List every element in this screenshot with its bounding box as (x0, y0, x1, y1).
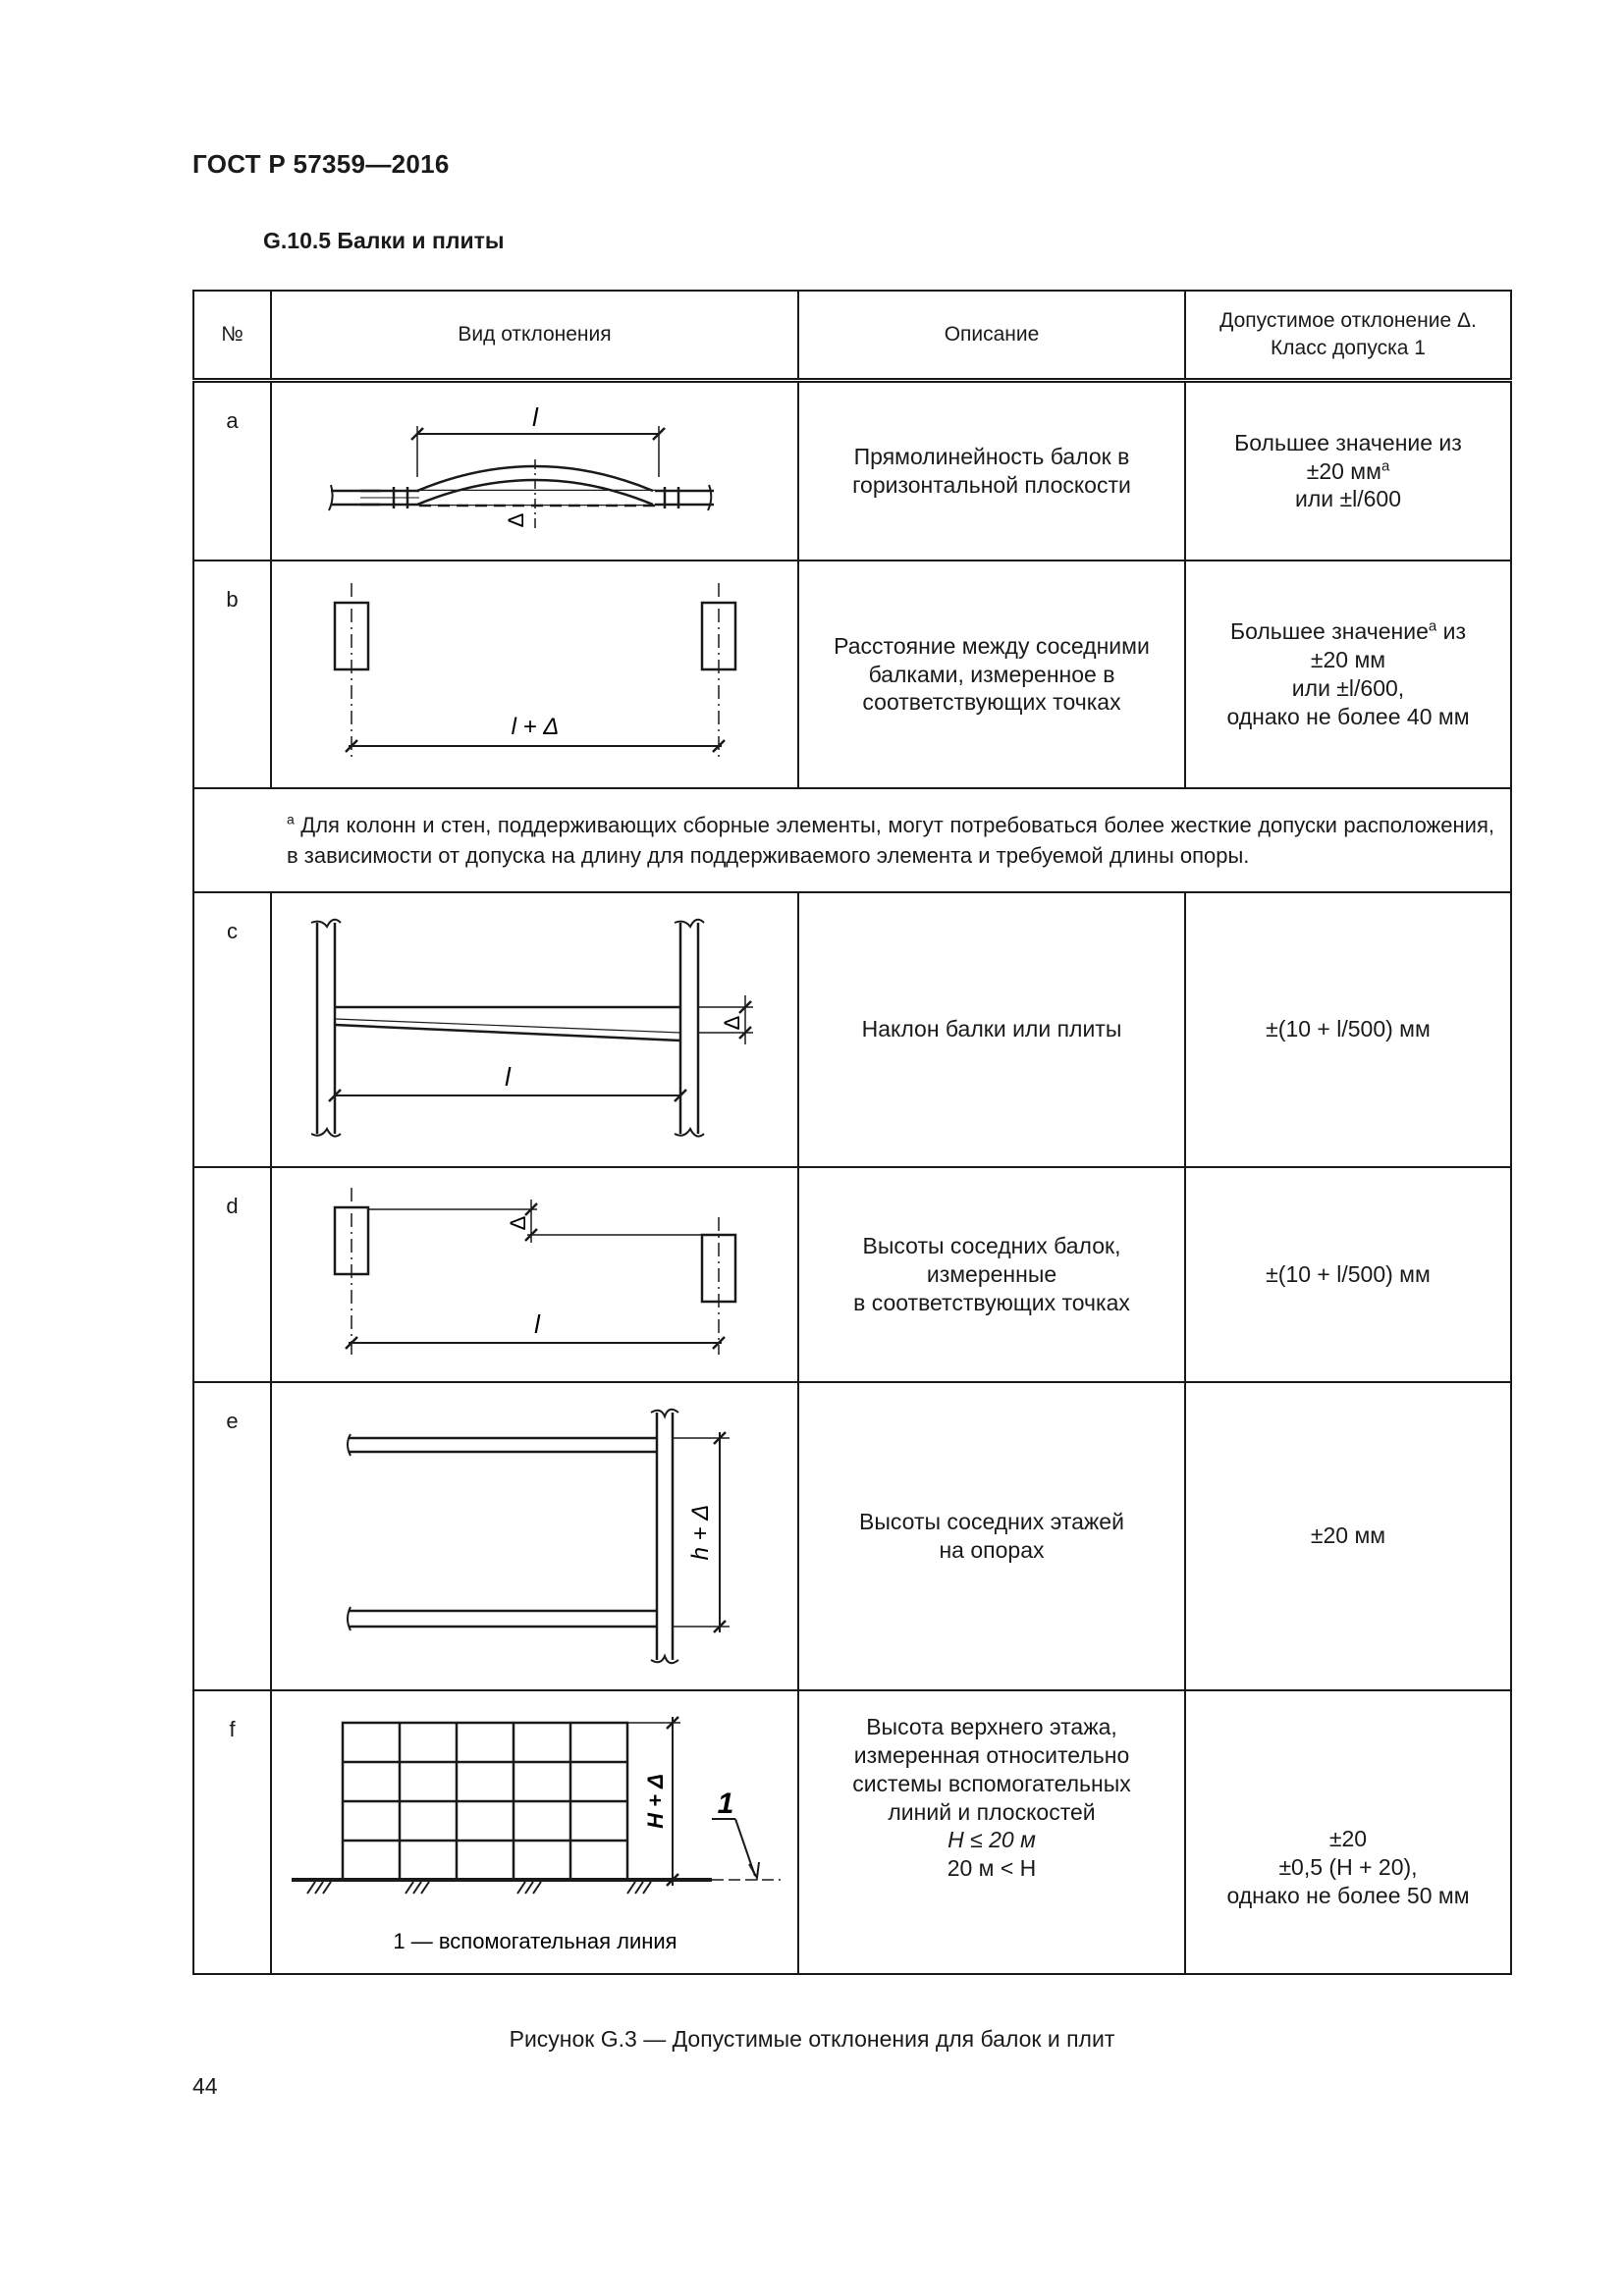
figure-caption: Рисунок G.3 — Допустимые отклонения для балок и плит (509, 2026, 1115, 2052)
row-letter: c (193, 892, 271, 1167)
page-number: 44 (192, 2073, 218, 2099)
figure-floor-heights (271, 1382, 798, 1690)
table-row-b (193, 561, 1511, 788)
row-letter: d (193, 1167, 271, 1382)
label-length: l (534, 1308, 540, 1339)
description-cell: Высота верхнего этажа, измеренная относительно системы вспомогательных линий и плоскостей H ≤ 20 м 20 м < H (798, 1690, 1185, 1974)
tolerance-cell: ±20 мм (1185, 1382, 1511, 1690)
tolerance-cell: Большее значение$^a$ из ±20 мм или ±l/600, однако не более 40 мм (1185, 561, 1511, 788)
tolerance-cell: Большее значение из ±20 $мм^a$ или ±l/600 (1185, 381, 1511, 561)
col-header-tolerance: Допустимое отклонение Δ. Класс допуска 1 (1185, 291, 1511, 381)
label-length: l (532, 402, 538, 432)
row-letter: e (193, 1382, 271, 1690)
col-header-number: № (193, 291, 271, 381)
description-cell: Наклон балки или плиты (798, 892, 1185, 1167)
row-letter: a (193, 381, 271, 561)
description-cell: Высоты соседних этажей на опорах (798, 1382, 1185, 1690)
tolerance-cell: ±(10 + l/500) мм (1185, 1167, 1511, 1382)
label-delta: Δ (506, 1215, 530, 1230)
table-row-d (193, 1167, 1511, 1382)
tolerance-cell: ±20 ±0,5 (H + 20), однако не более 50 мм (1185, 1690, 1511, 1974)
figure-straightness (271, 381, 798, 561)
table-row-c (193, 892, 1511, 1167)
figure-beam-spacing (271, 561, 798, 788)
label-delta: Δ (720, 1015, 744, 1030)
figure-beam-heights (271, 1167, 798, 1382)
figure-top-floor-height (271, 1690, 798, 1974)
deviations-table (192, 290, 1512, 1975)
description-cell: Высоты соседних балок, измеренные в соответствующих точках (798, 1167, 1185, 1382)
label-length: l (505, 1061, 511, 1092)
row-letter: f (193, 1690, 271, 1974)
table-row-f (193, 1690, 1511, 1974)
col-header-deviation-type: Вид отклонения (271, 291, 798, 381)
tolerance-cell: ±(10 + l/500) мм (1185, 892, 1511, 1167)
table-row-e (193, 1382, 1511, 1690)
row-letter: b (193, 561, 271, 788)
description-cell: Расстояние между соседними балками, измеренное в соответствующих точках (798, 561, 1185, 788)
footnote-row (193, 788, 1511, 892)
ground-hatching (307, 1882, 651, 1894)
figure-note: 1 — вспомогательная линия (393, 1928, 677, 1953)
label-callout-1: 1 (717, 1787, 734, 1820)
col-header-description: Описание (798, 291, 1185, 381)
label-floor-height-plus-delta: h + Δ (687, 1504, 714, 1560)
figure-beam-slope (271, 892, 798, 1167)
description-cell: Прямолинейность балок в горизонтальной плоскости (798, 381, 1185, 561)
document-code: ГОСТ Р 57359—2016 (192, 149, 450, 179)
section-title: G.10.5 Балки и плиты (263, 228, 505, 253)
footnote: $^a$ Для колонн и стен, поддерживающих сборные элементы, могут потребоваться более жесткие допуски расположения, в зависимости от допуска на длину для поддерживаемого элемента и требуемой длины опоры. (193, 788, 1511, 892)
table-row-a (193, 381, 1511, 561)
label-delta: Δ (504, 512, 528, 528)
label-height-plus-delta: H + Δ (643, 1773, 668, 1829)
label-length-plus-delta: l + Δ (511, 714, 560, 740)
table-header-row (193, 291, 1511, 381)
